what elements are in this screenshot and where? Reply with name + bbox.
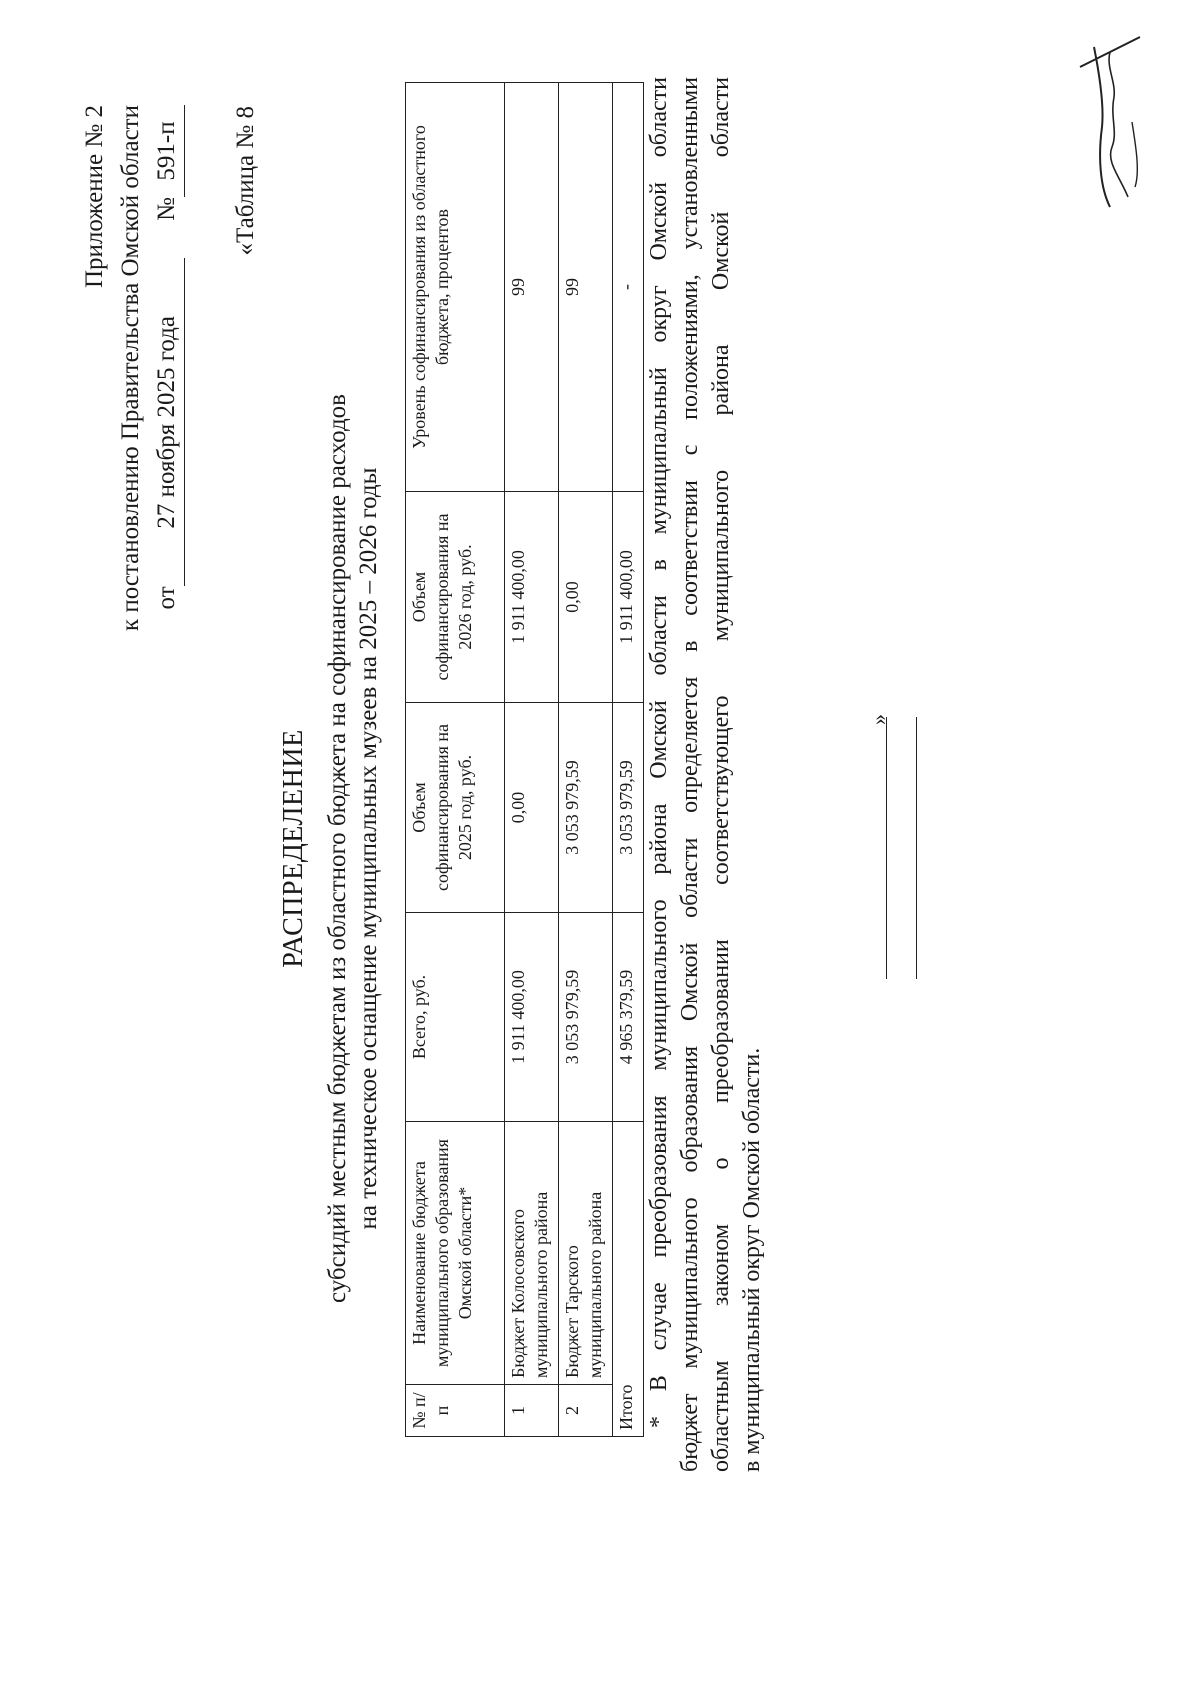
header-name: Наименование бюджета муниципального образования Омской области*	[406, 1122, 505, 1385]
subtitle-line-1: субсидий местным бюджетам из областного бюджета на софинансирование расходов	[324, 394, 351, 1303]
row-level: 99	[505, 83, 559, 492]
appendix-resolution: к постановлению Правительства Омской области	[117, 105, 144, 632]
row-name: Бюджет Колосовского муниципального района	[505, 1122, 559, 1385]
from-label: от	[153, 586, 180, 610]
appendix-title: Приложение № 2	[81, 105, 108, 289]
row-num: 1	[505, 1385, 559, 1437]
footnote-line-1: * В случае преобразования муниципального района Омской области в муниципальный округ Омской области	[646, 77, 672, 1428]
closing-quote: »	[866, 714, 891, 725]
footnote-line-4: в муниципальный округ Омской области.	[739, 1047, 765, 1472]
table-reference: «Таблица № 8	[232, 106, 259, 256]
footnote	[644, 77, 768, 1472]
header-2025: Объем софинансирования на 2025 год, руб.	[406, 703, 505, 913]
header-num: № п/п	[406, 1385, 505, 1437]
number-label: №	[153, 197, 180, 221]
resolution-number: 591-п	[150, 105, 185, 197]
total-2026: 1 911 400,00	[613, 492, 644, 703]
appendix-date-number	[150, 105, 185, 609]
document-title: РАСПРЕДЕЛЕНИЕ	[278, 729, 309, 968]
row-total: 3 053 979,59	[559, 913, 613, 1122]
row-level: 99	[559, 83, 613, 492]
closing-rule-top	[886, 717, 887, 979]
footnote-line-3: областным законом о преобразовании соответствующего муниципального района Омской области	[708, 77, 734, 1472]
total-sum: 4 965 379,59	[613, 913, 644, 1122]
appendix-header	[78, 105, 188, 1697]
total-level: -	[613, 83, 644, 492]
closing-rule-bottom	[916, 717, 917, 979]
header-level: Уровень софинансирования из областного бюджета, процентов	[406, 83, 505, 492]
header-2026: Объем софинансирования на 2026 год, руб.	[406, 492, 505, 703]
table-total-row	[613, 83, 644, 1437]
signature-mark	[1040, 17, 1160, 217]
header-total: Всего, руб.	[406, 913, 505, 1122]
subtitle-line-2: на техническое оснащение муниципальных музеев на 2025 – 2026 годы	[355, 467, 382, 1230]
row-2026: 1 911 400,00	[505, 492, 559, 703]
total-2025: 3 053 979,59	[613, 703, 644, 913]
resolution-date: 27 ноября 2025 года	[150, 258, 185, 586]
row-num: 2	[559, 1385, 613, 1437]
document-subtitle	[322, 0, 384, 1697]
row-2026: 0,00	[559, 492, 613, 703]
allocation-table	[405, 82, 644, 1437]
table-row	[559, 83, 613, 1437]
row-2025: 0,00	[505, 703, 559, 913]
row-total: 1 911 400,00	[505, 913, 559, 1122]
table-row	[505, 83, 559, 1437]
footnote-line-2: бюджет муниципального образования Омской области определяется в соответствии с положениями, установленными	[677, 77, 703, 1472]
row-2025: 3 053 979,59	[559, 703, 613, 913]
total-label: Итого	[613, 1122, 644, 1437]
table-header-row	[406, 83, 505, 1437]
row-name: Бюджет Тарского муниципального района	[559, 1122, 613, 1385]
